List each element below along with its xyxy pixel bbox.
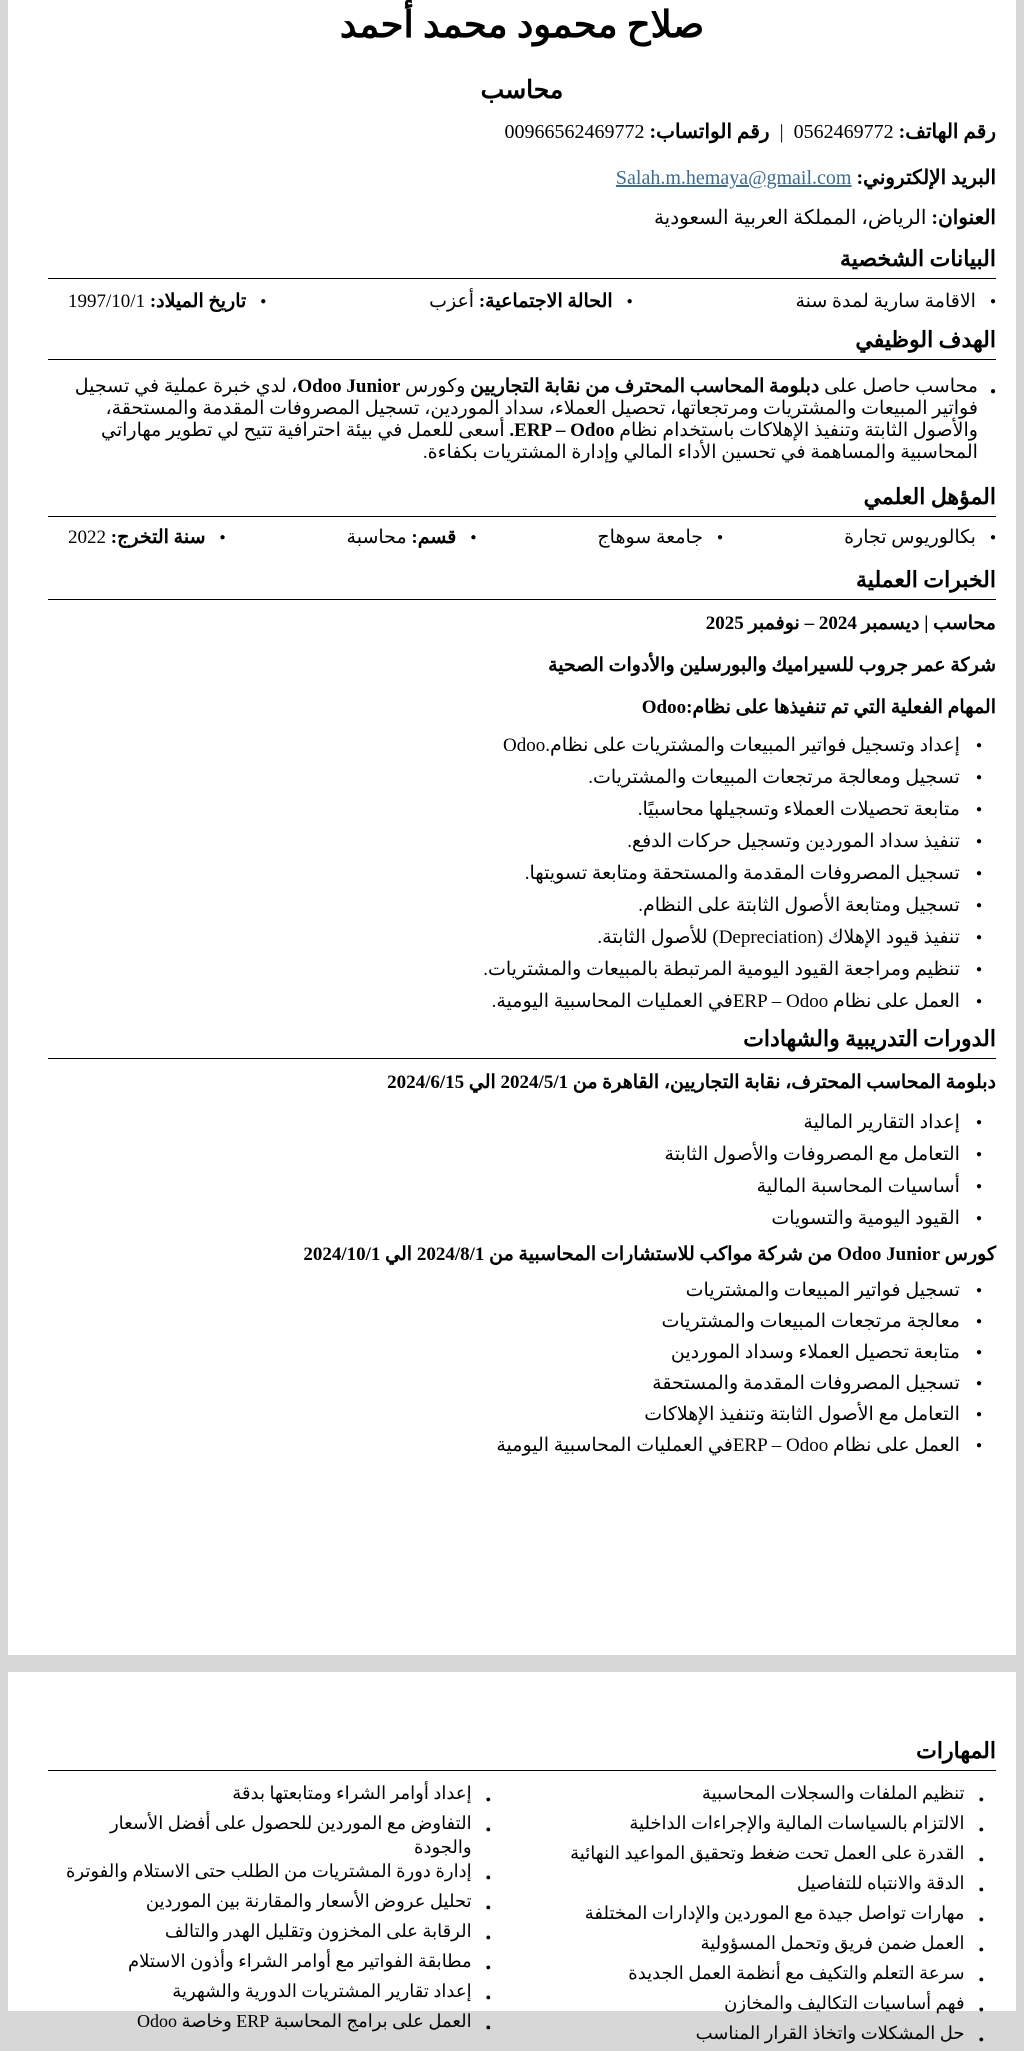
list-item: ● الالتزام بالسياسات المالية والإجراءات الداخلية (541, 1811, 996, 1841)
section-title-experience: الخبرات العملية (856, 567, 996, 592)
resume-page-2 (8, 1672, 1016, 2043)
birth-value: 1997/10/1 (68, 291, 146, 312)
phone-line: رقم الهاتف: 0562469772 | رقم الواتساب: 00966562469772 (504, 121, 996, 143)
list-item: ● القدرة على العمل تحت ضغط وتحقيق المواعيد النهائية (541, 1841, 996, 1871)
dept-value: محاسبة (346, 527, 407, 548)
grad-value: 2022 (68, 527, 107, 548)
experience-tasks-title: المهام الفعلية التي تم تنفيذها على نظام:Odoo (641, 697, 996, 718)
section-title-courses: الدورات التدريبية والشهادات (743, 1026, 996, 1051)
list-item: ● إدارة دورة المشتريات من الطلب حتى الاستلام والفوترة (48, 1859, 503, 1889)
job-title: محاسب (480, 77, 564, 104)
course1-title: دبلومة المحاسب المحترف، نقابة التجاريين، القاهرة من 2024/5/1 الي 2024/6/15 (387, 1072, 996, 1093)
list-item: ● أساسيات المحاسبة المالية (48, 1171, 996, 1203)
objective-text (48, 376, 978, 464)
experience-tasks-list (48, 730, 996, 1018)
list-item: ● إعداد تقارير المشتريات الدورية والشهرية (48, 1979, 503, 2009)
skills-list-left (48, 1781, 503, 2051)
section-title-skills: المهارات (916, 1738, 996, 1763)
list-item: ● إعداد أوامر الشراء ومتابعتها بدقة (48, 1781, 503, 1811)
skills-columns (48, 1781, 996, 2051)
list-item: ● التعامل مع الأصول الثابتة وتنفيذ الإهلاكات (48, 1399, 996, 1430)
objective-bold: ERP – Odoo. (509, 420, 615, 441)
list-item: ● فهم أساسيات التكاليف والمخازن (541, 1991, 996, 2021)
dept-label: ● قسم: (411, 527, 457, 548)
experience-role: محاسب | ديسمبر 2024 – نوفمبر 2025 (705, 613, 996, 634)
residency-item (795, 289, 996, 315)
list-item: ● حل المشكلات واتخاذ القرار المناسب (541, 2021, 996, 2051)
list-item: ● تسجيل ومعالجة مرتجعات المبيعات والمشتريات. (48, 762, 996, 794)
birth-label: ● تاريخ الميلاد: (149, 291, 247, 312)
address-line (48, 204, 996, 232)
university-text: ● جامعة سوهاج (597, 527, 704, 548)
skills-list-right (541, 1781, 996, 2051)
list-item: ● العمل على برامج المحاسبة ERP وخاصة Odoo (48, 2009, 503, 2039)
list-item: ● مهارات تواصل جيدة مع الموردين والإدارات المختلفة (541, 1901, 996, 1931)
resume-page-1 (8, 0, 1016, 1655)
section-divider (48, 516, 996, 517)
address-label: العنوان: (931, 207, 996, 229)
course2-title: كورس Odoo Junior من شركة مواكب للاستشارات المحاسبية من 2024/8/1 الي 2024/10/1 (303, 1244, 996, 1265)
whatsapp-value: 00966562469772 (504, 121, 645, 143)
list-item: ● التفاوض مع الموردين للحصول على أفضل الأسعار والجودة (48, 1811, 503, 1859)
list-item: ● الرقابة على المخزون وتقليل الهدر والتالف (48, 1919, 503, 1949)
birth-item (68, 289, 266, 315)
grad-item (68, 525, 226, 551)
email-label: البريد الإلكتروني: (856, 167, 996, 189)
list-item: ● العمل ضمن فريق وتحمل المسؤولية (541, 1931, 996, 1961)
list-item: ● التعامل مع المصروفات والأصول الثابتة (48, 1139, 996, 1171)
list-item: ● متابعة تحصيل العملاء وسداد الموردين (48, 1337, 996, 1368)
list-item: ● متابعة تحصيلات العملاء وتسجيلها محاسبيًا. (48, 794, 996, 826)
list-item: ● تنظيم الملفات والسجلات المحاسبية (541, 1781, 996, 1811)
university-item (597, 525, 723, 551)
objective-part: وكورس (400, 376, 471, 397)
course2-list (48, 1275, 996, 1461)
degree-text: ● بكالوريوس تجارة (844, 527, 976, 548)
section-divider (48, 599, 996, 600)
marital-item (429, 289, 633, 315)
marital-label: ● الحالة الاجتماعية: (478, 291, 613, 312)
list-item: ● تحليل عروض الأسعار والمقارنة بين الموردين (48, 1889, 503, 1919)
address-value: الرياض، المملكة العربية السعودية (653, 207, 927, 229)
list-item: ● معالجة مرتجعات المبيعات والمشتريات (48, 1306, 996, 1337)
objective-part: أسعى للعمل في بيئة احترافية تتيح لي تطوير مهاراتي المحاسبية والمساهمة في تحسين الأداء المالي وإدارة المشتريات بكفاءة. (101, 420, 978, 463)
email-link[interactable]: Salah.m.hemaya@gmail.com (615, 167, 852, 189)
list-item: ● العمل على نظام ERP – Odooفي العمليات المحاسبية اليومية. (48, 986, 996, 1018)
section-divider (48, 1058, 996, 1059)
education-row (48, 525, 996, 551)
experience-company: شركة عمر جروب للسيراميك والبورسلين والأدوات الصحية (548, 655, 996, 676)
whatsapp-label: رقم الواتساب: (649, 121, 770, 143)
candidate-name: صلاح محمود محمد أحمد (339, 5, 705, 46)
phone-label: رقم الهاتف: (898, 121, 996, 143)
list-item: ● تسجيل ومتابعة الأصول الثابتة على النظام. (48, 890, 996, 922)
section-title-personal: البيانات الشخصية (840, 246, 996, 271)
objective-part: محاسب حاصل على (819, 376, 978, 397)
objective-bold: Odoo Junior (297, 376, 401, 397)
grad-label: ● سنة التخرج: (110, 527, 206, 548)
list-item: ● تسجيل المصروفات المقدمة والمستحقة (48, 1368, 996, 1399)
list-item: ● سرعة التعلم والتكيف مع أنظمة العمل الجديدة (541, 1961, 996, 1991)
list-item: ● تسجيل فواتير المبيعات والمشتريات (48, 1275, 996, 1306)
section-divider (48, 278, 996, 279)
objective-paragraph (48, 376, 996, 464)
objective-part: ، لدي خبرة عملية في تسجيل فواتير المبيعات والمشتريات ومرتجعاتها، تحصيل العملاء، سداد الموردين، تسجيل المصروفات المقدمة والمستحقة، والأصول الثابتة وتنفيذ الإهلاكات باستخدام نظام (74, 376, 978, 441)
degree-item (844, 525, 996, 551)
list-item: ● تنفيذ قيود الإهلاك (Depreciation) للأصول الثابتة. (48, 922, 996, 954)
objective-bold: دبلومة المحاسب المحترف من نقابة التجاريين (470, 376, 820, 397)
marital-value: أعزب (429, 291, 475, 312)
email-line (48, 164, 996, 192)
list-item: ● إعداد وتسجيل فواتير المبيعات والمشتريات على نظام.Odoo (48, 730, 996, 762)
list-item: ● إعداد التقارير المالية (48, 1107, 996, 1139)
course1-list (48, 1107, 996, 1235)
list-item: ● تسجيل المصروفات المقدمة والمستحقة ومتابعة تسويتها. (48, 858, 996, 890)
phone-value: 0562469772 (793, 121, 894, 143)
section-divider (48, 359, 996, 360)
list-item: ● العمل على نظام ERP – Odooفي العمليات المحاسبية اليومية (48, 1430, 996, 1461)
personal-row (48, 289, 996, 315)
section-title-education: المؤهل العلمي (863, 484, 996, 509)
residency-text: ● الاقامة سارية لمدة سنة (795, 291, 976, 312)
bullet-icon: ● (989, 386, 996, 397)
section-title-objective: الهدف الوظيفي (855, 327, 996, 352)
section-divider (48, 1770, 996, 1771)
dept-item (347, 525, 477, 551)
list-item: ● القيود اليومية والتسويات (48, 1203, 996, 1235)
list-item: ● مطابقة الفواتير مع أوامر الشراء وأذون الاستلام (48, 1949, 503, 1979)
list-item: ● الدقة والانتباه للتفاصيل (541, 1871, 996, 1901)
list-item: ● تنظيم ومراجعة القيود اليومية المرتبطة بالمبيعات والمشتريات. (48, 954, 996, 986)
list-item: ● تنفيذ سداد الموردين وتسجيل حركات الدفع. (48, 826, 996, 858)
